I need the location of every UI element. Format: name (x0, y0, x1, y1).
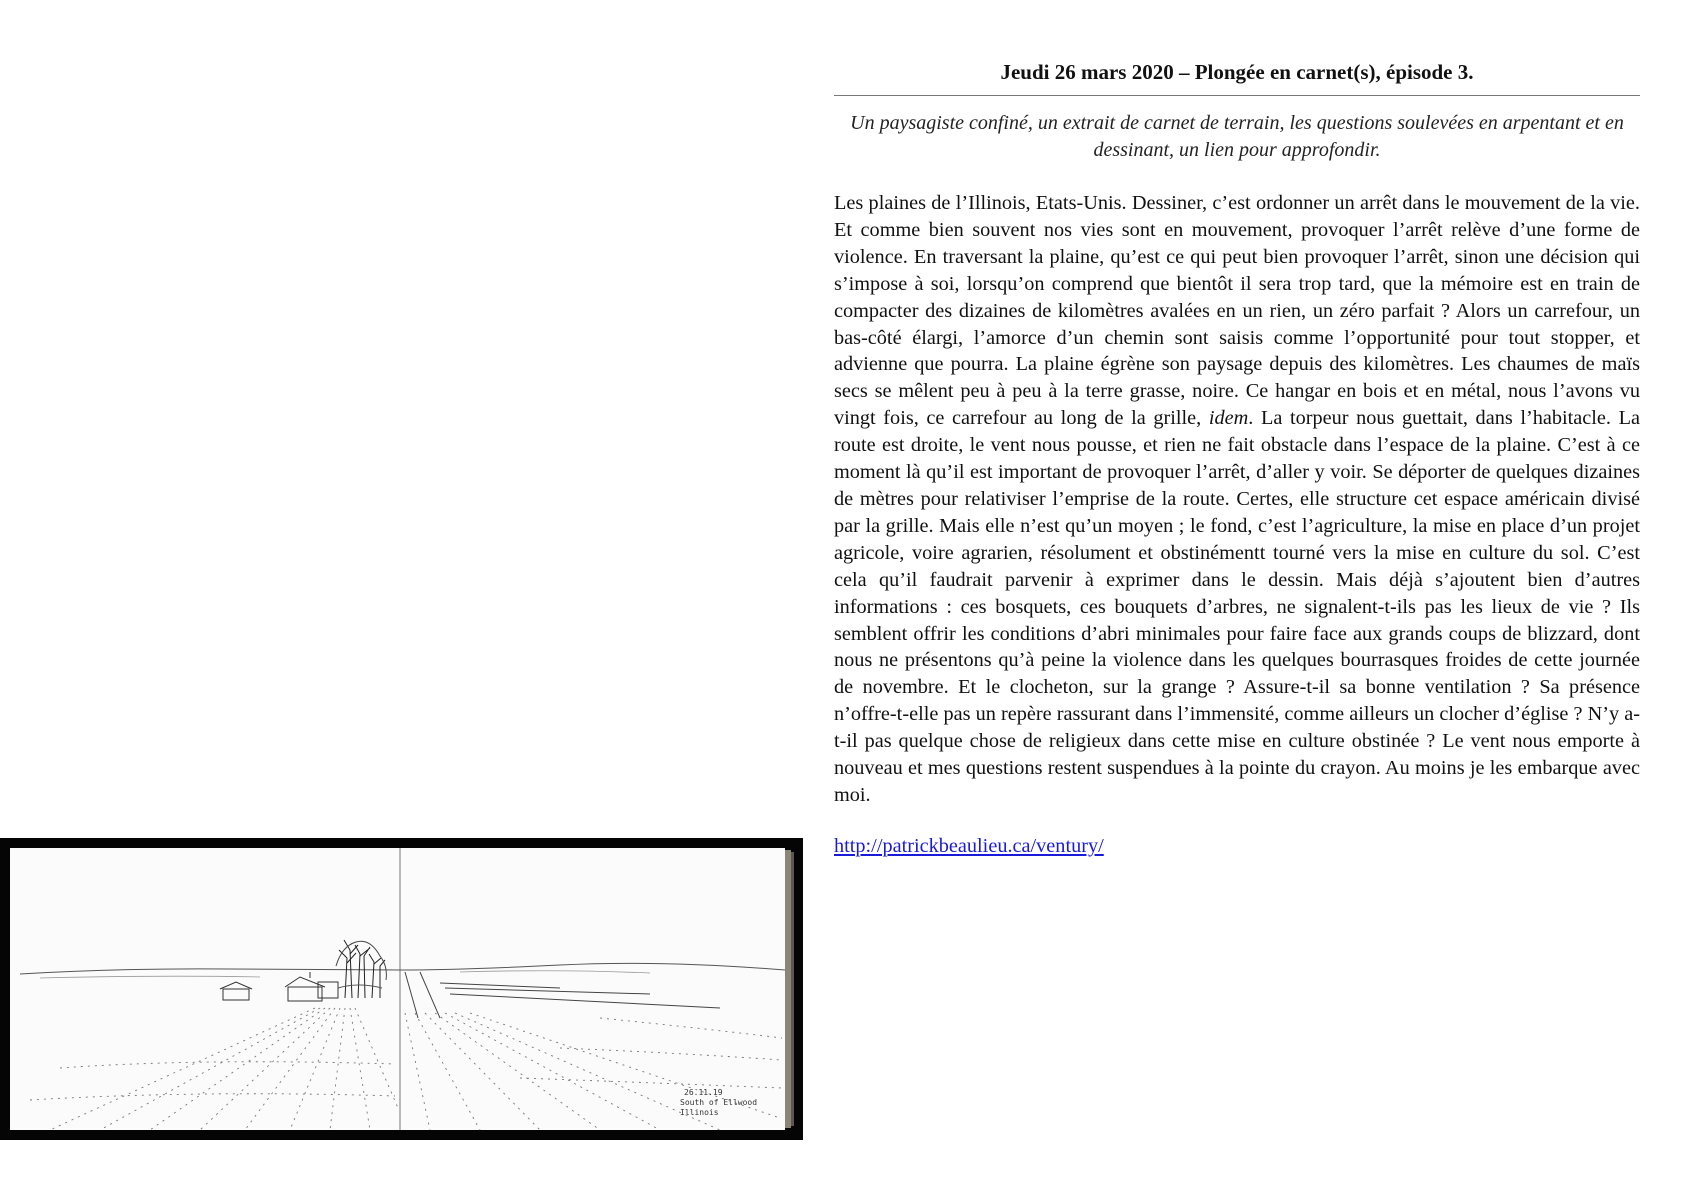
annotation-region: Illinois (680, 1108, 719, 1117)
right-page (401, 848, 785, 1130)
body-emphasis: idem (1208, 407, 1249, 430)
article (834, 60, 1640, 858)
article-title: Jeudi 26 mars 2020 – Plongée en carnet(s), épisode 3. (834, 60, 1640, 96)
article-body (834, 190, 1640, 809)
sketchbook-drawing (0, 838, 803, 1140)
article-subtitle: Un paysagiste confiné, un extrait de carnet de terrain, les questions soulevées en arpentant et en dessinant, un lien pour approfondir. (850, 112, 1624, 161)
sketchbook-photo (0, 838, 803, 1140)
reference-link[interactable]: http://patrickbeaulieu.ca/ventury/ (834, 834, 1104, 857)
body-text-part-1: Les plaines de l’Illinois, Etats-Unis. Dessiner, c’est ordonner un arrêt dans le mouvement de la vie. Et comme bien souvent nos vies sont en mouvement, provoquer l’arrêt relève d’une forme de violence. En traversant la plaine, qu’est ce qui peut bien provoquer l’arrêt, sinon une décision qui s’impose à soi, lorsqu’on comprend que bientôt il sera trop tard, que la mémoire est en train de compacter des dizaines de kilomètres avalées en un rien, un zéro parfait ? Alors un carrefour, un bas-côté élargi, l’amorce d’un chemin sont saisis comme l’opportunité pour tout stopper, et advienne que pourra. La plaine égrène son paysage depuis des kilomètres. Les chaumes de maïs secs se mêlent peu à peu à la terre grasse, noire. Ce hangar en bois et en métal, nous l’avons vu vingt fois, ce carrefour au long de la grille, (834, 192, 1640, 430)
body-text-part-2: . La torpeur nous guettait, dans l’habitacle. La route est droite, le vent nous pousse, et rien ne fait obstacle dans l’espace de la plaine. C’est à ce moment là qu’il est important de provoquer l’arrêt, d’aller y voir. Se déporter de quelques dizaines de mètres pour relativiser l’emprise de la route. Certes, elle structure cet espace américain divisé par la grille. Mais elle n’est qu’un moyen ; le fond, c’est l’agriculture, la mise en place d’un projet agricole, voire agrarien, résolument et obstinémentt tourné vers la mise en culture du sol. C’est cela qu’il faudrait parvenir à exprimer dans le dessin. Mais déjà s’ajoutent bien d’autres informations : ces bosquets, ces bouquets d’arbres, ne signalent-t-ils pas les lieux de vie ? Ils semblent offrir les conditions d’abri minimales pour faire face aux grands coups de blizzard, dont nous ne présentons qu’à peine la violence dans les quelques bourrasques froides de cette journée de novembre. Et le clocheton, sur la grange ? Assure-t-il sa bonne ventilation ? Sa présence n’offre-t-elle pas un repère rassurant dans l’immensité, comme ailleurs un clocher d’église ? N’y a-t-il pas quelque chose de religieux dans cette mise en culture obstinée ? Le vent nous emporte à nouveau et mes questions restent suspendues à la pointe du crayon. Au moins je les embarque avec moi. (834, 407, 1640, 806)
annotation-date: 26.11.19 (684, 1088, 723, 1097)
annotation-place: South of Ellwood (680, 1098, 758, 1107)
left-page (10, 848, 399, 1130)
